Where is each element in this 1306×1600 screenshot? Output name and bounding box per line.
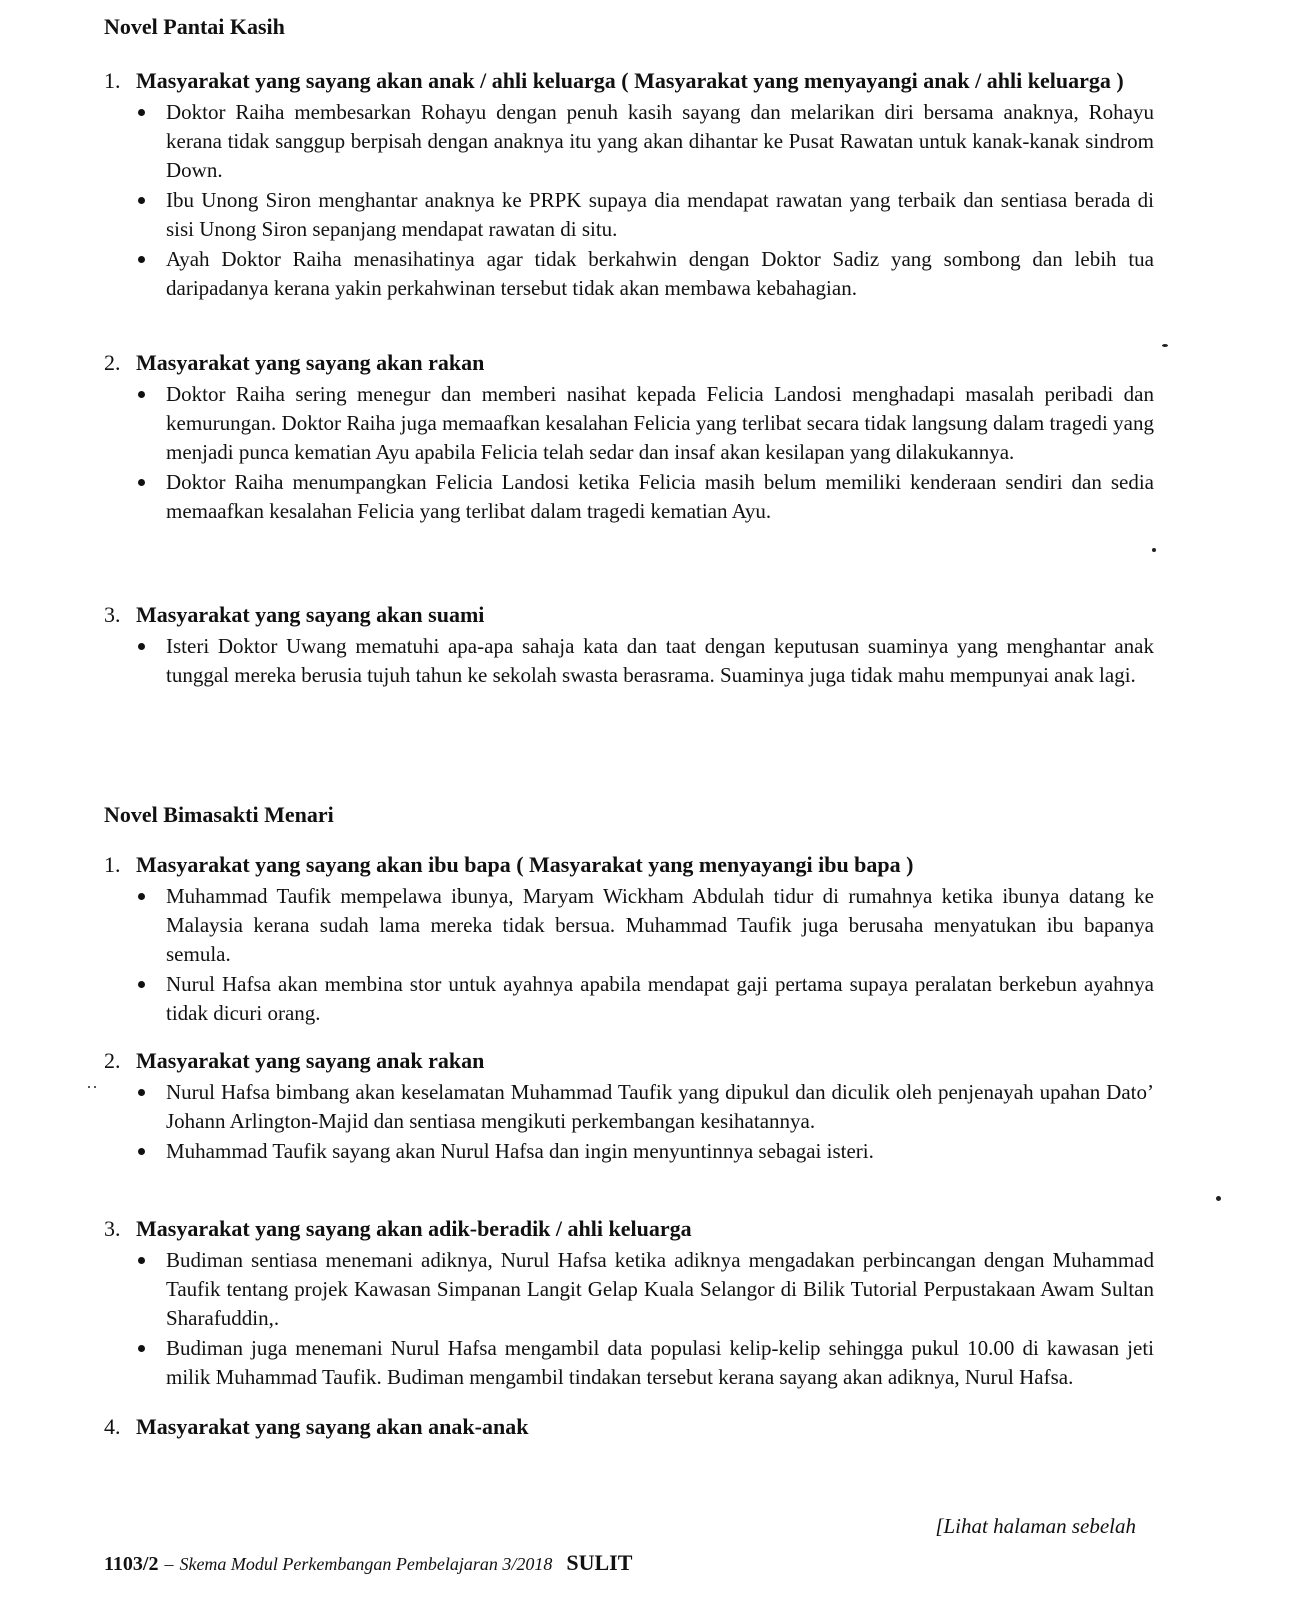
section [104, 1046, 1154, 1167]
section-number: 4. [104, 1414, 121, 1439]
bullet-icon [138, 1345, 145, 1352]
point-list [104, 380, 1154, 526]
list-item: Isteri Doktor Uwang mematuhi apa-apa sahaja kata dan taat dengan keputusan suaminya yang menghantar anak tunggal mereka berusia tujuh tahun ke sekolah swasta berasrama. Suaminya juga tidak mahu mempunyai anak lagi. [104, 632, 1154, 690]
point-list [104, 1078, 1154, 1166]
point-list [104, 632, 1154, 690]
list-item: Budiman juga menemani Nurul Hafsa mengambil data populasi kelip-kelip sehingga pukul 10.00 di kawasan jeti milik Muhammad Taufik. Budiman mengambil tindakan tersebut kerana sayang akan adiknya, Nurul Hafsa. [104, 1334, 1154, 1392]
section-number: 3. [104, 1216, 121, 1241]
section [104, 66, 1154, 304]
section-heading: Masyarakat yang sayang akan ibu bapa ( Masyarakat yang menyayangi ibu bapa ) [136, 852, 914, 877]
list-item: Budiman sentiasa menemani adiknya, Nurul Hafsa ketika adiknya mengadakan perbincangan dengan Muhammad Taufik tentang projek Kawasan Simpanan Langit Gelap Kuala Selangor di Bilik Tutorial Perpustakaan Awam Sultan Sharafuddin,. [104, 1246, 1154, 1333]
bullet-icon [138, 643, 145, 650]
section-heading: Masyarakat yang sayang akan adik-beradik / ahli keluarga [136, 1216, 692, 1241]
section-number: 3. [104, 602, 121, 627]
novel-title: Novel Pantai Kasih [104, 14, 285, 39]
section-number: 2. [104, 1048, 121, 1073]
bullet-icon [138, 197, 145, 204]
point-list [104, 98, 1154, 303]
bullet-icon [138, 109, 145, 116]
section [104, 600, 1154, 691]
section-heading: Masyarakat yang sayang akan anak-anak [136, 1414, 529, 1439]
section-number: 2. [104, 350, 121, 375]
list-item: Ibu Unong Siron menghantar anaknya ke PRPK supaya dia mendapat rawatan yang terbaik dan sentiasa berada di sisi Unong Siron sepanjang mendapat rawatan di situ. [104, 186, 1154, 244]
section-heading: Masyarakat yang sayang anak rakan [136, 1048, 485, 1073]
bullet-icon [138, 981, 145, 988]
section [104, 1412, 1154, 1442]
section-number: 1. [104, 852, 121, 877]
point-list [104, 1246, 1154, 1392]
bullet-icon [138, 391, 145, 398]
scan-speck [88, 1086, 90, 1088]
list-item: Doktor Raiha sering menegur dan memberi nasihat kepada Felicia Landosi menghadapi masalah peribadi dan kemurungan. Doktor Raiha juga memaafkan kesalahan Felicia yang terlibat secara tidak langsung dalam tragedi yang menjadi punca kematian Ayu apabila Felicia telah sedar dan insaf akan kesilapan yang dilakukannya. [104, 380, 1154, 467]
footer-description: Skema Modul Perkembangan Pembelajaran 3/2018 [179, 1554, 553, 1574]
novel-title: Novel Bimasakti Menari [104, 802, 334, 827]
section-heading: Masyarakat yang sayang akan rakan [136, 350, 485, 375]
section-number: 1. [104, 68, 121, 93]
bullet-icon [138, 256, 145, 263]
list-item: Nurul Hafsa akan membina stor untuk ayahnya apabila mendapat gaji pertama supaya peralatan berkebun ayahnya tidak dicuri orang. [104, 970, 1154, 1028]
bullet-icon [138, 1148, 145, 1155]
scan-speck [1216, 1196, 1221, 1201]
list-item: Doktor Raiha membesarkan Rohayu dengan penuh kasih sayang dan melarikan diri bersama anaknya, Rohayu kerana tidak sanggup berpisah dengan anaknya itu yang akan dihantar ke Pusat Rawatan untuk kanak-kanak sindrom Down. [104, 98, 1154, 185]
section-heading: Masyarakat yang sayang akan suami [136, 602, 485, 627]
footer-separator: – [164, 1554, 174, 1574]
point-list [104, 882, 1154, 1028]
scan-speck [1162, 344, 1168, 347]
scan-speck [94, 1086, 96, 1088]
section [104, 348, 1154, 527]
scan-speck [1152, 548, 1156, 552]
bullet-icon [138, 1089, 145, 1096]
section [104, 850, 1154, 1029]
bullet-icon [138, 893, 145, 900]
section [104, 1214, 1154, 1393]
bullet-icon [138, 1257, 145, 1264]
list-item: Nurul Hafsa bimbang akan keselamatan Muhammad Taufik yang dipukul dan diculik oleh penjenayah upahan Dato’ Johann Arlington-Majid dan sentiasa mengikuti perkembangan kesihatannya. [104, 1078, 1154, 1136]
page-footer [104, 1550, 632, 1576]
classification-mark: SULIT [566, 1550, 633, 1575]
list-item: Muhammad Taufik mempelawa ibunya, Maryam Wickham Abdulah tidur di rumahnya ketika ibunya datang ke Malaysia kerana sudah lama mereka tidak bersua. Muhammad Taufik juga berusaha menyatukan ibu bapanya semula. [104, 882, 1154, 969]
list-item: Muhammad Taufik sayang akan Nurul Hafsa dan ingin menyuntinnya sebagai isteri. [104, 1137, 1154, 1166]
next-page-note: [Lihat halaman sebelah [935, 1514, 1136, 1538]
list-item: Ayah Doktor Raiha menasihatinya agar tidak berkahwin dengan Doktor Sadiz yang sombong dan lebih tua daripadanya kerana yakin perkahwinan tersebut tidak akan membawa kebahagian. [104, 245, 1154, 303]
paper-code: 1103/2 [104, 1553, 159, 1575]
section-heading: Masyarakat yang sayang akan anak / ahli keluarga ( Masyarakat yang menyayangi anak / ahli keluarga ) [136, 68, 1124, 93]
list-item: Doktor Raiha menumpangkan Felicia Landosi ketika Felicia masih belum memiliki kenderaan sendiri dan sedia memaafkan kesalahan Felicia yang terlibat dalam tragedi kematian Ayu. [104, 468, 1154, 526]
bullet-icon [138, 479, 145, 486]
